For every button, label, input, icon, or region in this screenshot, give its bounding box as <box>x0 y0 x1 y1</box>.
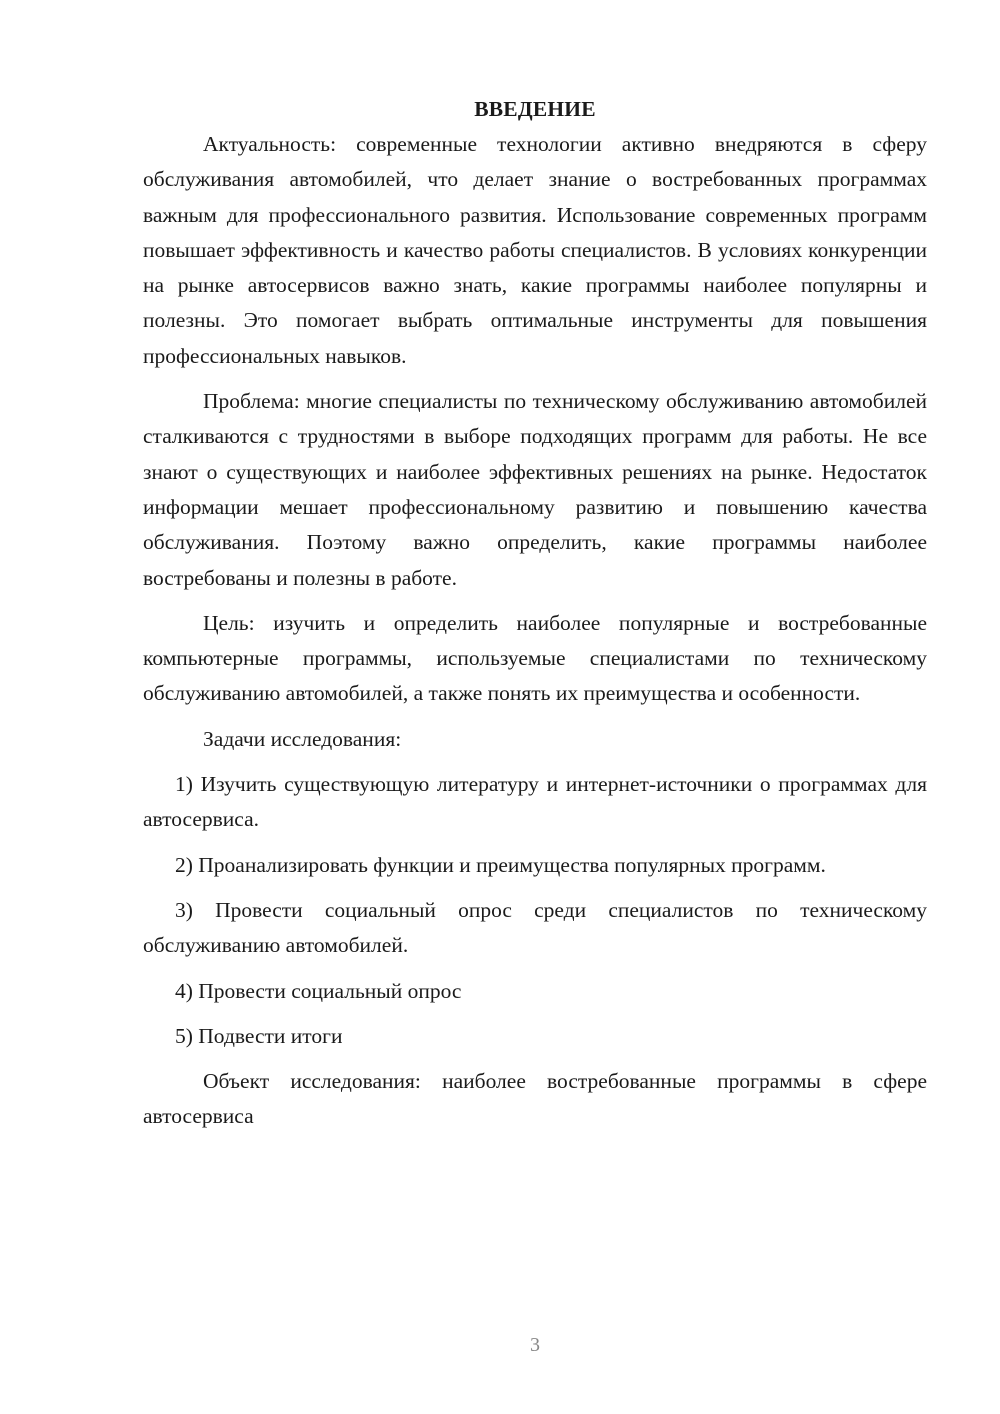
task-item-3: 3) Провести социальный опрос среди специалистов по техническому обслуживанию автомобилей. <box>143 897 927 958</box>
page-number: 3 <box>530 1334 540 1356</box>
paragraph-object: Объект исследования: наиболее востребованные программы в сфере автосервиса <box>143 1069 927 1129</box>
tasks-heading: Задачи исследования: <box>203 726 402 751</box>
paragraph-goal: Цель: изучить и определить наиболее популярные и востребованные компьютерные программы, используемые специалистами по техническому обслуживанию автомобилей, а также понять их преимущества и особенности. <box>143 610 927 706</box>
task-item-2: 2) Проанализировать функции и преимущества популярных программ. <box>175 852 826 877</box>
paragraph-relevance: Актуальность: современные технологии активно внедряются в сферу обслуживания автомобилей, что делает знание о востребованных программах важным для профессионального развития. Использование современных программ повышает эффективность и качество работы специалистов. В условиях конкуренции на рынке автосервисов важно знать, какие программы наиболее популярны и полезны. Это помогает выбрать оптимальные инструменты для повышения профессиональных навыков. <box>143 132 927 368</box>
task-item-1: 1) Изучить существующую литературу и интернет-источники о программах для автосервиса. <box>143 772 927 832</box>
paragraph-problem: Проблема: многие специалисты по техническому обслуживанию автомобилей сталкиваются с трудностями в выборе подходящих программ для работы. Не все знают о существующих и наиболее эффективных решениях на рынке. Недостаток информации мешает профессиональному развитию и повышению качества обслуживания. Поэтому важно определить, какие программы наиболее востребованы и полезны в работе. <box>143 389 927 590</box>
task-item-4: 4) Провести социальный опрос <box>175 978 462 1003</box>
page-title: ВВЕДЕНИЕ <box>474 97 596 121</box>
task-item-5: 5) Подвести итоги <box>175 1023 343 1048</box>
page-content <box>143 92 927 1145</box>
